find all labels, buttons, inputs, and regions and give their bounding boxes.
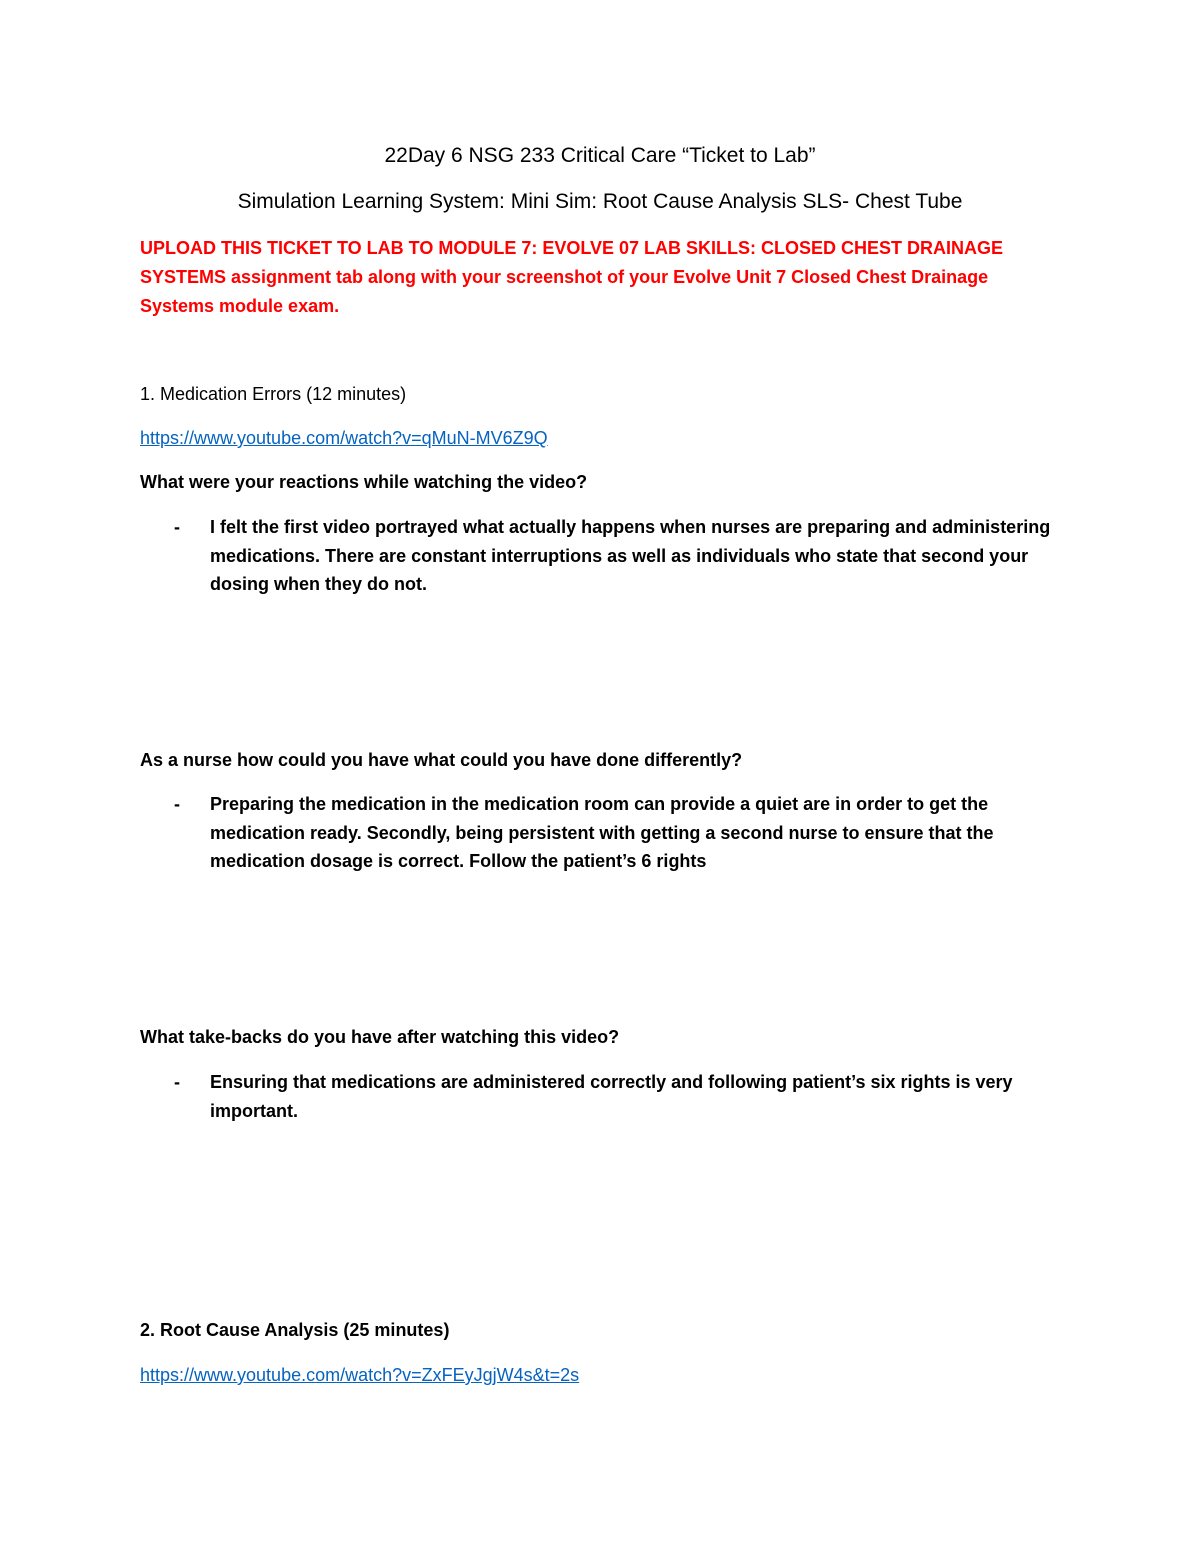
answer-take-backs [140,1068,1060,1125]
answer-text: Preparing the medication in the medication room can provide a quiet are in order to get the medication ready. Secondly, being persistent with getting a second nurse to ensure that the medication dosage is correct. Follow the patient’s 6 rights [210,794,994,871]
section-1-heading [140,381,406,407]
answer-text: I felt the first video portrayed what actually happens when nurses are preparing and administering medications. There are constant interruptions as well as individuals who state that second your dosing when they do not. [210,517,1051,594]
section-2-number: 2. [140,1320,156,1340]
question-reactions: What were your reactions while watching the video? [140,472,588,492]
answer-done-differently [140,790,1060,876]
question-done-differently: As a nurse how could you have what could you have done differently? [140,750,743,770]
answer-reactions [140,513,1060,599]
question-take-backs: What take-backs do you have after watching this video? [140,1027,620,1047]
document-subtitle: Simulation Learning System: Mini Sim: Root Cause Analysis SLS- Chest Tube [237,190,963,213]
bullet-dash: - [174,517,180,537]
section-2-heading [140,1317,449,1343]
answer-text: Ensuring that medications are administered correctly and following patient’s six rights is very important. [210,1072,1013,1121]
section-1-video-link[interactable]: https://www.youtube.com/watch?v=qMuN-MV6Z9Q [140,428,548,448]
section-2-title: Root Cause Analysis (25 minutes) [160,1320,450,1340]
bullet-dash: - [174,794,180,814]
bullet-dash: - [174,1072,180,1092]
section-1-number: 1. [140,384,156,404]
section-1-title: Medication Errors (12 minutes) [160,384,407,404]
document-title: 22Day 6 NSG 233 Critical Care “Ticket to Lab” [384,144,816,167]
upload-instruction: UPLOAD THIS TICKET TO LAB TO MODULE 7: EVOLVE 07 LAB SKILLS: CLOSED CHEST DRAINAGE SYSTEMS assignment tab along with your screenshot of your Evolve Unit 7 Closed Chest Drainage Systems module exam. [140,238,1004,316]
section-2-video-link[interactable]: https://www.youtube.com/watch?v=ZxFEyJgjW4s&t=2s [140,1365,580,1385]
